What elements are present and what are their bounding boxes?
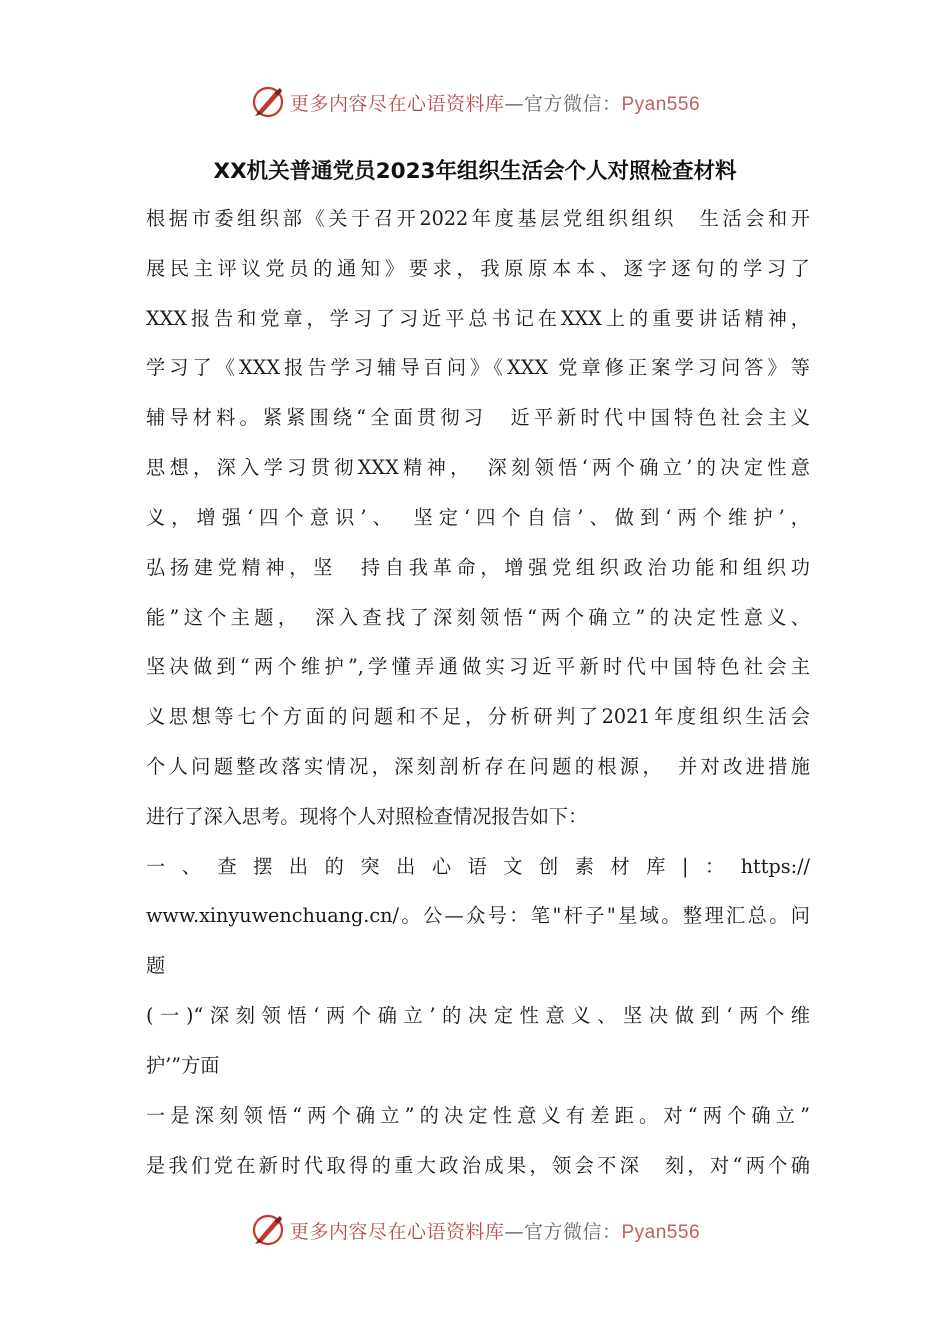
body-line: 是我们党在新时代取得的重大政治成果，领会不深 刻，对“两个确	[146, 1154, 810, 1177]
body-line: 进行了深入思考。现将个人对照检查情况报告如下：	[146, 805, 588, 828]
body-line: 学习了《XXX报告学习辅导百问》《XXX 党章修正案学习问答》等	[146, 356, 810, 379]
body-line: 辅导材料。紧紧围绕“全面贯彻习 近平新时代中国特色社会主义	[146, 406, 810, 429]
body-line: 义思想等七个方面的问题和不足，分析研判了2021年度组织生活会	[146, 705, 810, 728]
body-line: 个人问题整改落实情况，深刻剖析存在问题的根源， 并对改进措施	[146, 755, 810, 778]
banner-wechat-id: Pyan556	[621, 1221, 701, 1243]
banner-wechat-label: 官方微信：	[523, 1220, 622, 1243]
banner-text	[290, 1217, 700, 1244]
body-line: 义，增强‘四个意识’、 坚定‘四个自信’、做到‘两个维护’，	[146, 506, 810, 529]
banner-site-name: 更多内容尽在心语资料库	[289, 1220, 505, 1243]
subsection-heading-line: 护’”方面	[146, 1054, 220, 1077]
header-watermark-banner	[0, 82, 950, 122]
subsection-heading-line: (一)“深刻领悟‘两个确立’的决定性意义、坚决做到‘两个维	[146, 1004, 810, 1027]
body-line: 根据市委组织部《关于召开2022年度基层党组织组织 生活会和开	[146, 207, 810, 230]
logo-pen-icon	[250, 1212, 286, 1248]
document-title: XX机关普通党员2023年组织生活会个人对照检查材料	[213, 159, 737, 184]
banner-wechat-label: 官方微信：	[523, 92, 622, 115]
footer-watermark-banner	[0, 1210, 950, 1250]
banner-separator: —	[504, 1220, 524, 1243]
body-line: 题	[146, 954, 166, 977]
banner-separator: —	[504, 92, 524, 115]
banner-site-name: 更多内容尽在心语资料库	[289, 92, 505, 115]
section-heading-line: 一、查摆出的突出心语文创素材库|：https://	[146, 855, 810, 878]
body-line: 一是深刻领悟“两个确立”的决定性意义有差距。对“两个确立”	[146, 1104, 810, 1127]
body-line: 思想，深入学习贯彻XXX精神， 深刻领悟‘两个确立’的决定性意	[146, 456, 810, 479]
body-line: 弘扬建党精神，坚 持自我革命，增强党组织政治功能和组织功	[146, 556, 810, 579]
banner-text	[290, 89, 700, 116]
banner-wechat-id: Pyan556	[621, 93, 701, 115]
logo-pen-icon	[250, 84, 286, 120]
body-line: 能”这个主题， 深入查找了深刻领悟“两个确立”的决定性意义、	[146, 606, 810, 629]
body-line: 坚决做到“两个维护”,学懂弄通做实习近平新时代中国特色社会主	[146, 655, 810, 678]
body-line: 展民主评议党员的通知》要求，我原原本本、逐字逐句的学习了	[146, 257, 810, 280]
body-line: XXX报告和党章，学习了习近平总书记在XXX上的重要讲话精神，	[146, 307, 810, 330]
body-line: www.xinyuwenchuang.cn/。公—众号：笔"杆子"星域。整理汇总。问	[146, 904, 810, 927]
